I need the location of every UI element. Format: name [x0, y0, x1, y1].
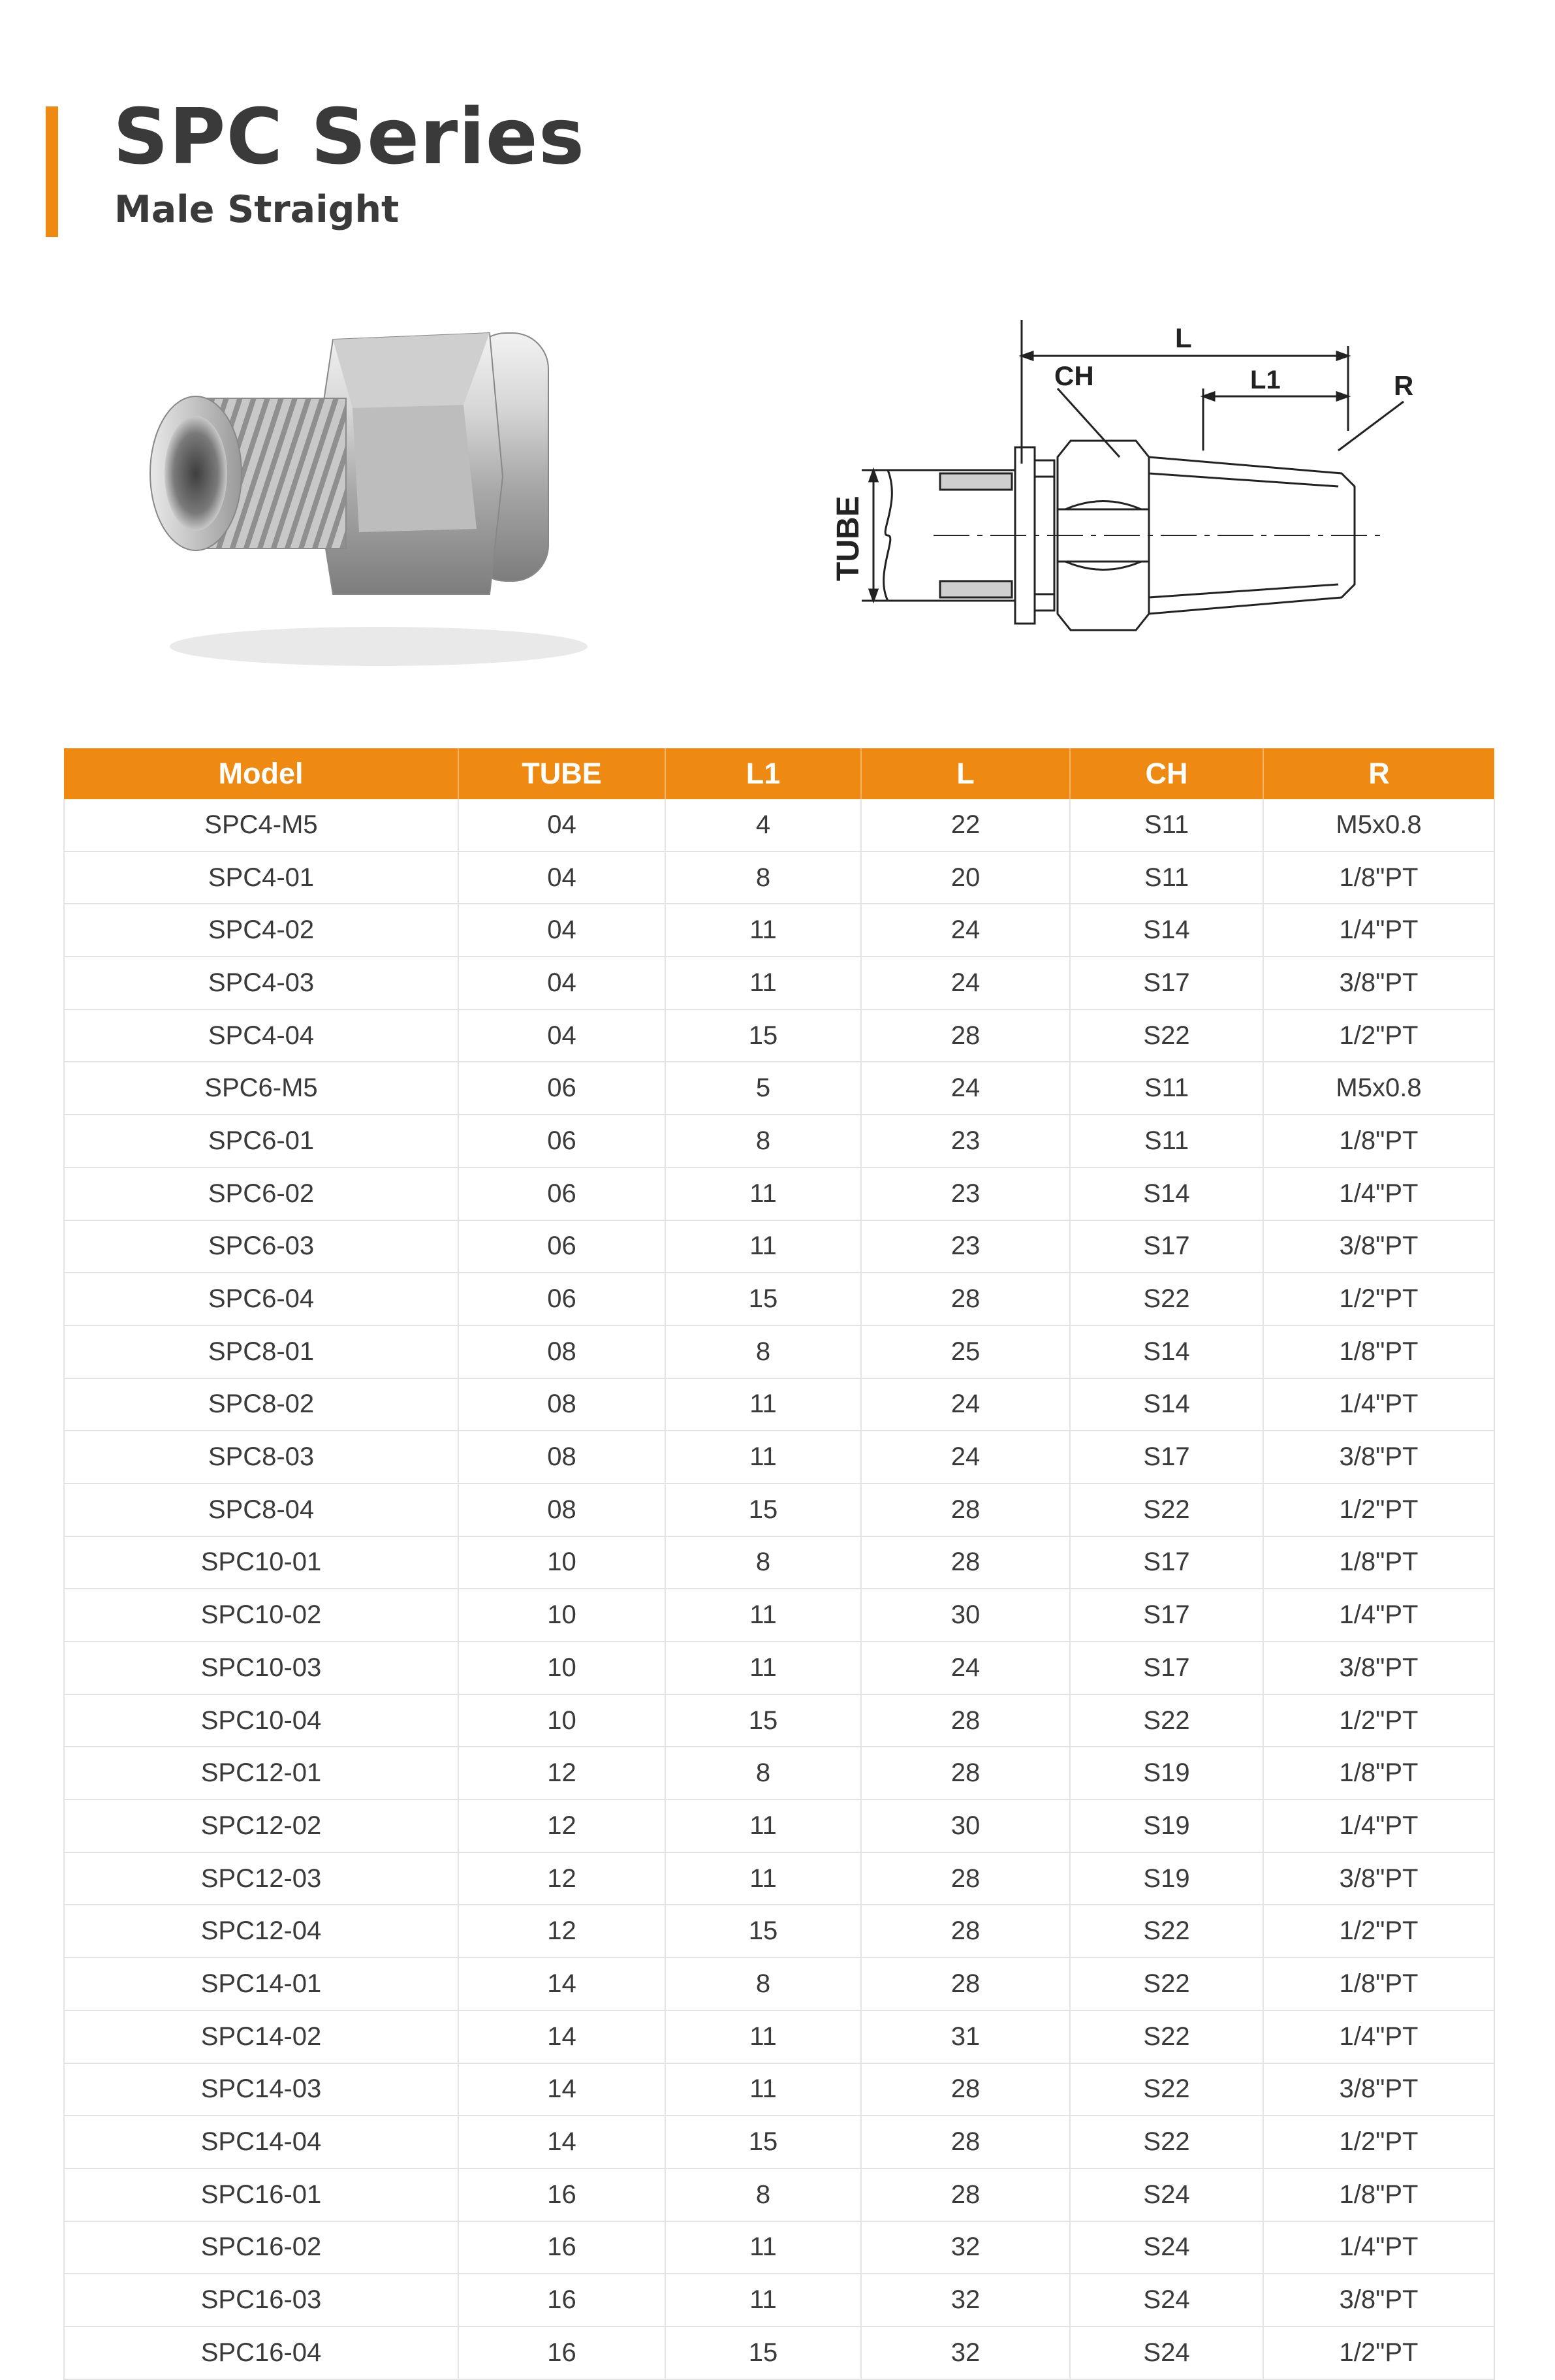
- col-header-tube: TUBE: [458, 748, 665, 799]
- table-body: [64, 799, 1494, 2379]
- table-row: [64, 1536, 1494, 1589]
- cell-ch: S11: [1070, 851, 1263, 904]
- cell-model: SPC6-04: [64, 1273, 458, 1325]
- cell-model: SPC6-01: [64, 1115, 458, 1167]
- cell-tube: 06: [458, 1115, 665, 1167]
- cell-l: 24: [861, 1642, 1070, 1694]
- table-row: [64, 2010, 1494, 2063]
- cell-l1: 8: [665, 2168, 861, 2221]
- col-header-model: Model: [64, 748, 458, 799]
- cell-ch: S17: [1070, 1220, 1263, 1273]
- cell-ch: S22: [1070, 2010, 1263, 2063]
- cell-l1: 11: [665, 904, 861, 957]
- cell-l1: 8: [665, 1115, 861, 1167]
- cell-l: 32: [861, 2221, 1070, 2274]
- table-row: [64, 904, 1494, 957]
- cell-tube: 10: [458, 1642, 665, 1694]
- cell-l1: 15: [665, 2326, 861, 2379]
- cell-l: 28: [861, 1747, 1070, 1800]
- cell-ch: S22: [1070, 1484, 1263, 1536]
- spec-table: [63, 748, 1495, 2380]
- col-header-l: L: [861, 748, 1070, 799]
- cell-model: SPC4-M5: [64, 799, 458, 851]
- cell-l: 32: [861, 2274, 1070, 2326]
- cell-r: 3/8"PT: [1263, 2274, 1494, 2326]
- cell-ch: S11: [1070, 799, 1263, 851]
- cell-tube: 06: [458, 1220, 665, 1273]
- table-row: [64, 1220, 1494, 1273]
- cell-tube: 14: [458, 2010, 665, 2063]
- cell-model: SPC12-02: [64, 1800, 458, 1852]
- cell-r: 3/8"PT: [1263, 1852, 1494, 1905]
- cell-ch: S24: [1070, 2274, 1263, 2326]
- cell-r: 3/8"PT: [1263, 1642, 1494, 1694]
- cell-l1: 11: [665, 1220, 861, 1273]
- cell-r: 1/4"PT: [1263, 2010, 1494, 2063]
- table-row: [64, 1062, 1494, 1115]
- cell-tube: 16: [458, 2274, 665, 2326]
- cell-l: 28: [861, 1484, 1070, 1536]
- cell-ch: S22: [1070, 1958, 1263, 2010]
- cell-model: SPC14-01: [64, 1958, 458, 2010]
- cell-ch: S22: [1070, 1694, 1263, 1747]
- cell-r: 1/4"PT: [1263, 904, 1494, 957]
- cell-l1: 8: [665, 1747, 861, 1800]
- cell-ch: S22: [1070, 2116, 1263, 2168]
- table-row: [64, 1852, 1494, 1905]
- table-row: [64, 1273, 1494, 1325]
- cell-l: 30: [861, 1800, 1070, 1852]
- table-row: [64, 1905, 1494, 1958]
- cell-r: 1/4"PT: [1263, 1378, 1494, 1431]
- page-title: SPC Series: [113, 91, 586, 182]
- cell-model: SPC14-04: [64, 2116, 458, 2168]
- cell-model: SPC10-03: [64, 1642, 458, 1694]
- cell-l: 22: [861, 799, 1070, 851]
- table-row: [64, 1009, 1494, 1062]
- cell-l1: 11: [665, 1167, 861, 1220]
- label-L: L: [1175, 323, 1192, 353]
- cell-tube: 14: [458, 2063, 665, 2116]
- cell-tube: 08: [458, 1325, 665, 1378]
- cell-r: 1/2"PT: [1263, 1273, 1494, 1325]
- col-header-l1: L1: [665, 748, 861, 799]
- table-row: [64, 1800, 1494, 1852]
- cell-ch: S17: [1070, 1589, 1263, 1642]
- cell-tube: 04: [458, 904, 665, 957]
- label-TUBE: TUBE: [831, 496, 866, 581]
- cell-l: 24: [861, 957, 1070, 1009]
- cell-tube: 12: [458, 1852, 665, 1905]
- cell-r: 1/4"PT: [1263, 1800, 1494, 1852]
- cell-r: 1/8"PT: [1263, 1747, 1494, 1800]
- cell-tube: 10: [458, 1536, 665, 1589]
- table-row: [64, 1484, 1494, 1536]
- table-row: [64, 1431, 1494, 1484]
- cell-tube: 06: [458, 1062, 665, 1115]
- cell-l: 28: [861, 1009, 1070, 1062]
- cell-ch: S19: [1070, 1800, 1263, 1852]
- cell-tube: 14: [458, 1958, 665, 2010]
- cell-l1: 15: [665, 2116, 861, 2168]
- cell-model: SPC6-03: [64, 1220, 458, 1273]
- product-photo-fitting: [98, 320, 620, 686]
- cell-l1: 11: [665, 1431, 861, 1484]
- cell-l: 28: [861, 2168, 1070, 2221]
- cell-ch: S14: [1070, 1167, 1263, 1220]
- table-row: [64, 2063, 1494, 2116]
- cell-r: 1/2"PT: [1263, 2116, 1494, 2168]
- table-row: [64, 1642, 1494, 1694]
- cell-ch: S14: [1070, 904, 1263, 957]
- cell-l1: 11: [665, 2274, 861, 2326]
- dimension-diagram: [823, 320, 1414, 666]
- cell-l1: 11: [665, 1800, 861, 1852]
- cell-ch: S14: [1070, 1325, 1263, 1378]
- cell-r: 1/2"PT: [1263, 1009, 1494, 1062]
- cell-tube: 06: [458, 1167, 665, 1220]
- cell-tube: 16: [458, 2326, 665, 2379]
- cell-l: 25: [861, 1325, 1070, 1378]
- cell-r: 3/8"PT: [1263, 2063, 1494, 2116]
- table-row: [64, 1589, 1494, 1642]
- col-header-ch: CH: [1070, 748, 1263, 799]
- cell-l1: 8: [665, 1958, 861, 2010]
- cell-tube: 12: [458, 1905, 665, 1958]
- cell-l1: 4: [665, 799, 861, 851]
- cell-ch: S17: [1070, 1431, 1263, 1484]
- cell-l1: 11: [665, 1589, 861, 1642]
- cell-l: 28: [861, 1273, 1070, 1325]
- cell-ch: S11: [1070, 1115, 1263, 1167]
- cell-ch: S17: [1070, 1536, 1263, 1589]
- cell-r: 1/8"PT: [1263, 1536, 1494, 1589]
- cell-r: M5x0.8: [1263, 1062, 1494, 1115]
- cell-l: 28: [861, 2063, 1070, 2116]
- cell-l1: 11: [665, 2010, 861, 2063]
- cell-r: 1/4"PT: [1263, 1167, 1494, 1220]
- cell-l1: 15: [665, 1694, 861, 1747]
- table-row: [64, 2168, 1494, 2221]
- cell-l: 28: [861, 1958, 1070, 2010]
- cell-tube: 16: [458, 2221, 665, 2274]
- cell-r: 3/8"PT: [1263, 1431, 1494, 1484]
- cell-model: SPC4-02: [64, 904, 458, 957]
- cell-l: 31: [861, 2010, 1070, 2063]
- table-row: [64, 1378, 1494, 1431]
- cell-r: 1/8"PT: [1263, 1115, 1494, 1167]
- cell-l: 23: [861, 1167, 1070, 1220]
- cell-l1: 8: [665, 1325, 861, 1378]
- cell-l1: 11: [665, 1852, 861, 1905]
- cell-l1: 11: [665, 1378, 861, 1431]
- cell-tube: 12: [458, 1800, 665, 1852]
- cell-l: 20: [861, 851, 1070, 904]
- col-header-r: R: [1263, 748, 1494, 799]
- cell-l: 28: [861, 2116, 1070, 2168]
- cell-r: 3/8"PT: [1263, 957, 1494, 1009]
- cell-r: 1/8"PT: [1263, 1958, 1494, 2010]
- cell-model: SPC12-01: [64, 1747, 458, 1800]
- cell-r: 1/4"PT: [1263, 2221, 1494, 2274]
- cell-tube: 08: [458, 1431, 665, 1484]
- cell-model: SPC8-01: [64, 1325, 458, 1378]
- cell-r: 1/2"PT: [1263, 1484, 1494, 1536]
- cell-tube: 04: [458, 957, 665, 1009]
- cell-ch: S19: [1070, 1747, 1263, 1800]
- cell-r: 3/8"PT: [1263, 1220, 1494, 1273]
- cell-tube: 10: [458, 1589, 665, 1642]
- table-row: [64, 799, 1494, 851]
- page-subtitle: Male Straight: [114, 188, 400, 231]
- cell-l1: 8: [665, 1536, 861, 1589]
- cell-tube: 04: [458, 1009, 665, 1062]
- cell-model: SPC14-03: [64, 2063, 458, 2116]
- cell-l: 28: [861, 1694, 1070, 1747]
- table-row: [64, 957, 1494, 1009]
- table-row: [64, 2116, 1494, 2168]
- cell-model: SPC16-02: [64, 2221, 458, 2274]
- table-row: [64, 2326, 1494, 2379]
- cell-ch: S22: [1070, 1905, 1263, 1958]
- cell-model: SPC16-01: [64, 2168, 458, 2221]
- label-R: R: [1394, 370, 1414, 401]
- table-row: [64, 2274, 1494, 2326]
- cell-l: 23: [861, 1115, 1070, 1167]
- cell-l: 28: [861, 1852, 1070, 1905]
- cell-tube: 16: [458, 2168, 665, 2221]
- cell-model: SPC8-04: [64, 1484, 458, 1536]
- cell-model: SPC10-02: [64, 1589, 458, 1642]
- cell-model: SPC4-04: [64, 1009, 458, 1062]
- cell-r: 1/8"PT: [1263, 851, 1494, 904]
- cell-ch: S24: [1070, 2326, 1263, 2379]
- cell-ch: S24: [1070, 2221, 1263, 2274]
- cell-r: 1/4"PT: [1263, 1589, 1494, 1642]
- cell-r: 1/8"PT: [1263, 2168, 1494, 2221]
- cell-model: SPC10-04: [64, 1694, 458, 1747]
- table-row: [64, 1747, 1494, 1800]
- cell-model: SPC16-03: [64, 2274, 458, 2326]
- cell-l1: 15: [665, 1273, 861, 1325]
- cell-l1: 11: [665, 2221, 861, 2274]
- table-row: [64, 2221, 1494, 2274]
- cell-l1: 15: [665, 1484, 861, 1536]
- cell-model: SPC6-M5: [64, 1062, 458, 1115]
- cell-r: 1/2"PT: [1263, 2326, 1494, 2379]
- cell-tube: 04: [458, 851, 665, 904]
- cell-model: SPC6-02: [64, 1167, 458, 1220]
- cell-l1: 8: [665, 851, 861, 904]
- cell-l: 24: [861, 904, 1070, 957]
- cell-ch: S22: [1070, 1273, 1263, 1325]
- cell-l1: 5: [665, 1062, 861, 1115]
- cell-l: 30: [861, 1589, 1070, 1642]
- cell-l1: 11: [665, 1642, 861, 1694]
- cell-l: 32: [861, 2326, 1070, 2379]
- cell-tube: 10: [458, 1694, 665, 1747]
- cell-model: SPC8-02: [64, 1378, 458, 1431]
- cell-r: 1/2"PT: [1263, 1694, 1494, 1747]
- cell-model: SPC8-03: [64, 1431, 458, 1484]
- cell-ch: S11: [1070, 1062, 1263, 1115]
- cell-model: SPC4-03: [64, 957, 458, 1009]
- cell-ch: S19: [1070, 1852, 1263, 1905]
- cell-model: SPC10-01: [64, 1536, 458, 1589]
- cell-r: 1/8"PT: [1263, 1325, 1494, 1378]
- table-row: [64, 1694, 1494, 1747]
- table-row: [64, 1958, 1494, 2010]
- cell-model: SPC4-01: [64, 851, 458, 904]
- cell-ch: S14: [1070, 1378, 1263, 1431]
- cell-r: M5x0.8: [1263, 799, 1494, 851]
- label-L1: L1: [1250, 366, 1281, 394]
- cell-l: 24: [861, 1062, 1070, 1115]
- cell-l: 23: [861, 1220, 1070, 1273]
- title-accent-bar: [46, 106, 58, 237]
- cell-l: 28: [861, 1905, 1070, 1958]
- cell-tube: 12: [458, 1747, 665, 1800]
- cell-l1: 15: [665, 1905, 861, 1958]
- cell-l: 24: [861, 1431, 1070, 1484]
- table-row: [64, 1325, 1494, 1378]
- cell-ch: S22: [1070, 1009, 1263, 1062]
- cell-model: SPC12-04: [64, 1905, 458, 1958]
- cell-l1: 15: [665, 1009, 861, 1062]
- table-header-row: [64, 748, 1494, 799]
- cell-l: 24: [861, 1378, 1070, 1431]
- cell-l1: 11: [665, 957, 861, 1009]
- cell-ch: S17: [1070, 1642, 1263, 1694]
- cell-model: SPC12-03: [64, 1852, 458, 1905]
- cell-tube: 04: [458, 799, 665, 851]
- cell-ch: S17: [1070, 957, 1263, 1009]
- cell-ch: S24: [1070, 2168, 1263, 2221]
- cell-tube: 06: [458, 1273, 665, 1325]
- cell-tube: 08: [458, 1378, 665, 1431]
- table-row: [64, 1167, 1494, 1220]
- cell-r: 1/2"PT: [1263, 1905, 1494, 1958]
- cell-model: SPC14-02: [64, 2010, 458, 2063]
- table-row: [64, 1115, 1494, 1167]
- cell-tube: 14: [458, 2116, 665, 2168]
- cell-l1: 11: [665, 2063, 861, 2116]
- cell-ch: S22: [1070, 2063, 1263, 2116]
- cell-model: SPC16-04: [64, 2326, 458, 2379]
- cell-l: 28: [861, 1536, 1070, 1589]
- table-row: [64, 851, 1494, 904]
- cell-tube: 08: [458, 1484, 665, 1536]
- label-CH: CH: [1054, 360, 1094, 391]
